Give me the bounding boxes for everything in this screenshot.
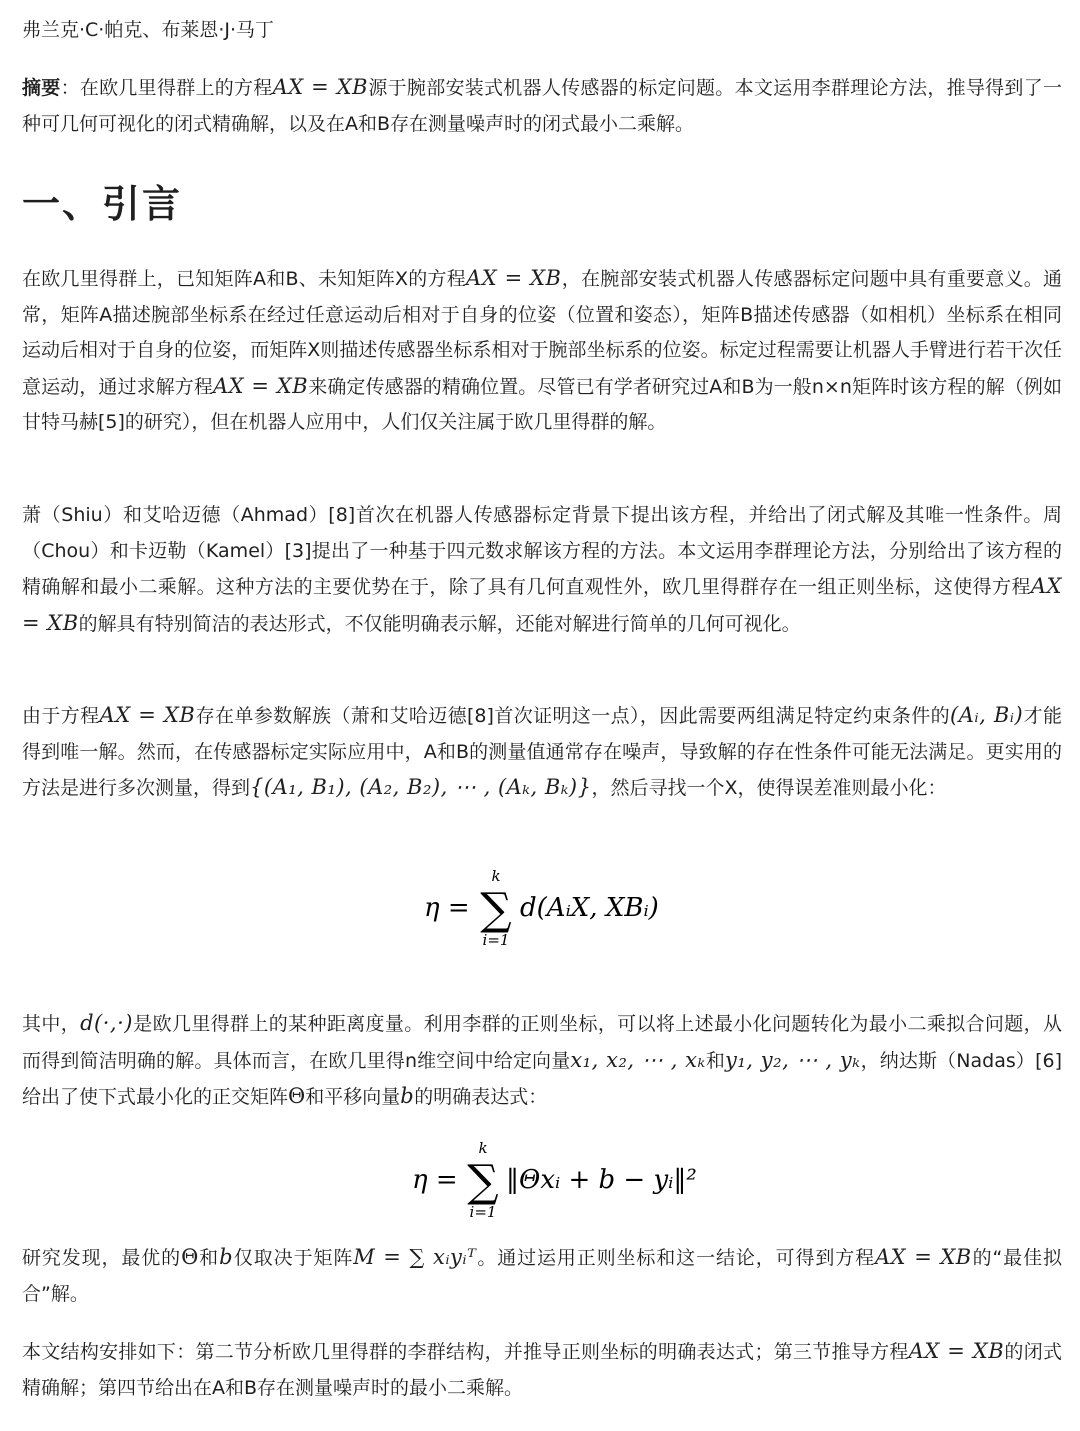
section-title: 一、引言 — [22, 182, 183, 226]
p5-text-5: 的“最佳拟合”解。 — [22, 1247, 1062, 1305]
eta2-upper-limit: k — [478, 1139, 488, 1157]
eta2-lhs: η = — [412, 1165, 458, 1195]
p4-text-1: 其中， — [22, 1013, 81, 1035]
eta2-lower-limit: i=1 — [469, 1203, 497, 1221]
p5-matrix-m: M = ∑ xᵢyᵢᵀ — [353, 1245, 477, 1269]
abstract-equation: AX = XB — [272, 75, 369, 99]
authors: 弗兰克·C·帕克、布莱恩·J·马丁 — [22, 19, 275, 41]
eta2-body: ‖Θxᵢ + b − yᵢ‖² — [506, 1165, 697, 1195]
p1-text-3: 来确定传感器的精确位置。尽管已有学者研究过A和B为一般n×n矩阵时该方程的解（例如甘特马赫[5]的研究），但在机器人应用中，人们仅关注属于欧几里得群的解。 — [22, 375, 1062, 433]
p4-text-3: 和 — [705, 1049, 725, 1072]
p1-text-2: ，在腕部安装式机器人传感器标定问题中具有重要意义。通常，矩阵A描述腕部坐标系在经过任意运动后相对于自身的位姿（位置和姿态），矩阵B描述传感器（如相机）坐标系在相同运动后相对于自身的位姿，而矩阵X则描述传感器坐标系相对于腕部坐标系的位姿。标定过程需要让机器人手臂进行若干次任意运动，通过求解方程 — [22, 268, 1062, 398]
intro-paragraph-4 — [22, 1006, 1062, 1116]
p4-distance: d(·,·) — [80, 1011, 133, 1035]
eta1-lhs: η = — [424, 893, 470, 923]
p5-b: b — [219, 1245, 234, 1269]
eta1-sum-sign: ∑ — [480, 884, 512, 935]
p4-text-6: 的明确表达式： — [414, 1086, 548, 1108]
eta1-lower-limit: i=1 — [482, 931, 510, 949]
eta1-upper-limit: k — [491, 867, 501, 885]
intro-paragraph-2 — [22, 498, 1062, 642]
abstract-colon: ： — [60, 77, 80, 99]
p3-text-4: ，然后寻找一个X，使得误差准则最小化： — [591, 777, 947, 799]
p3-text-3: 才能得到唯一解。然而，在传感器标定实际应用中，A和B的测量值通常存在噪声，导致解的存在性条件可能无法满足。更实用的方法是进行多次测量，得到 — [22, 705, 1062, 799]
p1-equation-2: AX = XB — [212, 373, 309, 398]
abstract-text-2: 源于腕部安装式机器人传感器的标定问题。本文运用李群理论方法，推导得到了一种可几何可视化的闭式精确解，以及在A和B存在测量噪声时的闭式最小二乘解。 — [22, 77, 1062, 135]
p6-text-2: 的闭式精确解；第四节给出在A和B存在测量噪声时的最小二乘解。 — [22, 1341, 1062, 1399]
p4-x-vectors: x₁, x₂, ⋯ , xₖ — [570, 1047, 706, 1072]
p4-text-5: 和平移向量 — [305, 1086, 401, 1108]
p5-equation: AX = XB — [875, 1245, 972, 1269]
p6-text-1: 本文结构安排如下：第二节分析欧几里得群的李群结构，并推导正则坐标的明确表达式；第三节推导方程 — [22, 1341, 909, 1363]
p3-text-2: 存在单参数解族（萧和艾哈迈德[8]首次证明这一点），因此需要两组满足特定约束条件的 — [195, 705, 951, 727]
p5-text-4: 。通过运用正则坐标和这一结论，可得到方程 — [476, 1247, 876, 1269]
abstract-label: 摘要 — [22, 77, 61, 99]
p2-text-2: 的解具有特别简洁的表达形式，不仅能明确表示解，还能对解进行简单的几何可视化。 — [78, 612, 801, 635]
p3-measurement-set: {(A₁, B₁), (A₂, B₂), ⋯ , (Aₖ, Bₖ)} — [250, 775, 592, 799]
intro-paragraph-3 — [22, 698, 1062, 807]
p3-equation: AX = XB — [99, 703, 196, 727]
p3-text-1: 由于方程 — [22, 705, 100, 727]
intro-paragraph-6 — [22, 1334, 1062, 1406]
p4-theta: Θ — [288, 1084, 306, 1108]
equation-eta-distance — [0, 860, 1080, 960]
intro-paragraph-1 — [22, 261, 1062, 441]
intro-paragraph-5 — [22, 1240, 1062, 1312]
p5-text-3: 仅取决于矩阵 — [233, 1247, 354, 1269]
abstract-text-1: 在欧几里得群上的方程 — [79, 77, 273, 99]
p6-equation: AX = XB — [908, 1339, 1005, 1363]
p2-equation: AX = XB — [22, 574, 1062, 635]
p4-text-2: 是欧几里得群上的某种距离度量。利用李群的正则坐标，可以将上述最小化问题转化为最小二乘拟合问题，从而得到简洁明确的解。具体而言，在欧几里得n维空间中给定向量 — [22, 1013, 1062, 1072]
equation-eta-least-squares — [0, 1132, 1080, 1232]
p4-text-4: ，纳达斯（Nadas）[6]给出了使下式最小化的正交矩阵 — [22, 1049, 1062, 1108]
p5-theta: Θ — [181, 1245, 199, 1269]
p1-text-1: 在欧几里得群上，已知矩阵A和B、未知矩阵X的方程 — [22, 268, 467, 290]
p5-text-2: 和 — [198, 1247, 220, 1269]
eta1-body: d(AᵢX, XBᵢ) — [520, 893, 659, 923]
p4-y-vectors: y₁, y₂, ⋯ , yₖ — [725, 1047, 861, 1072]
eta2-sum-sign: ∑ — [467, 1156, 499, 1207]
abstract-paragraph — [22, 70, 1062, 142]
p3-pair: (Aᵢ, Bᵢ) — [950, 703, 1024, 727]
p4-b: b — [400, 1084, 415, 1108]
p1-equation-1: AX = XB — [466, 266, 562, 290]
p5-text-1: 研究发现，最优的 — [22, 1247, 182, 1269]
p2-text-1: 萧（Shiu）和艾哈迈德（Ahmad）[8]首次在机器人传感器标定背景下提出该方程，并给出了闭式解及其唯一性条件。周（Chou）和卡迈勒（Kamel）[3]提出了一种基于四元数求解该方程的方法。本文运用李群理论方法，分别给出了该方程的精确解和最小二乘解。这种方法的主要优势在于，除了具有几何直观性外，欧几里得群存在一组正则坐标，这使得方程 — [22, 504, 1062, 598]
